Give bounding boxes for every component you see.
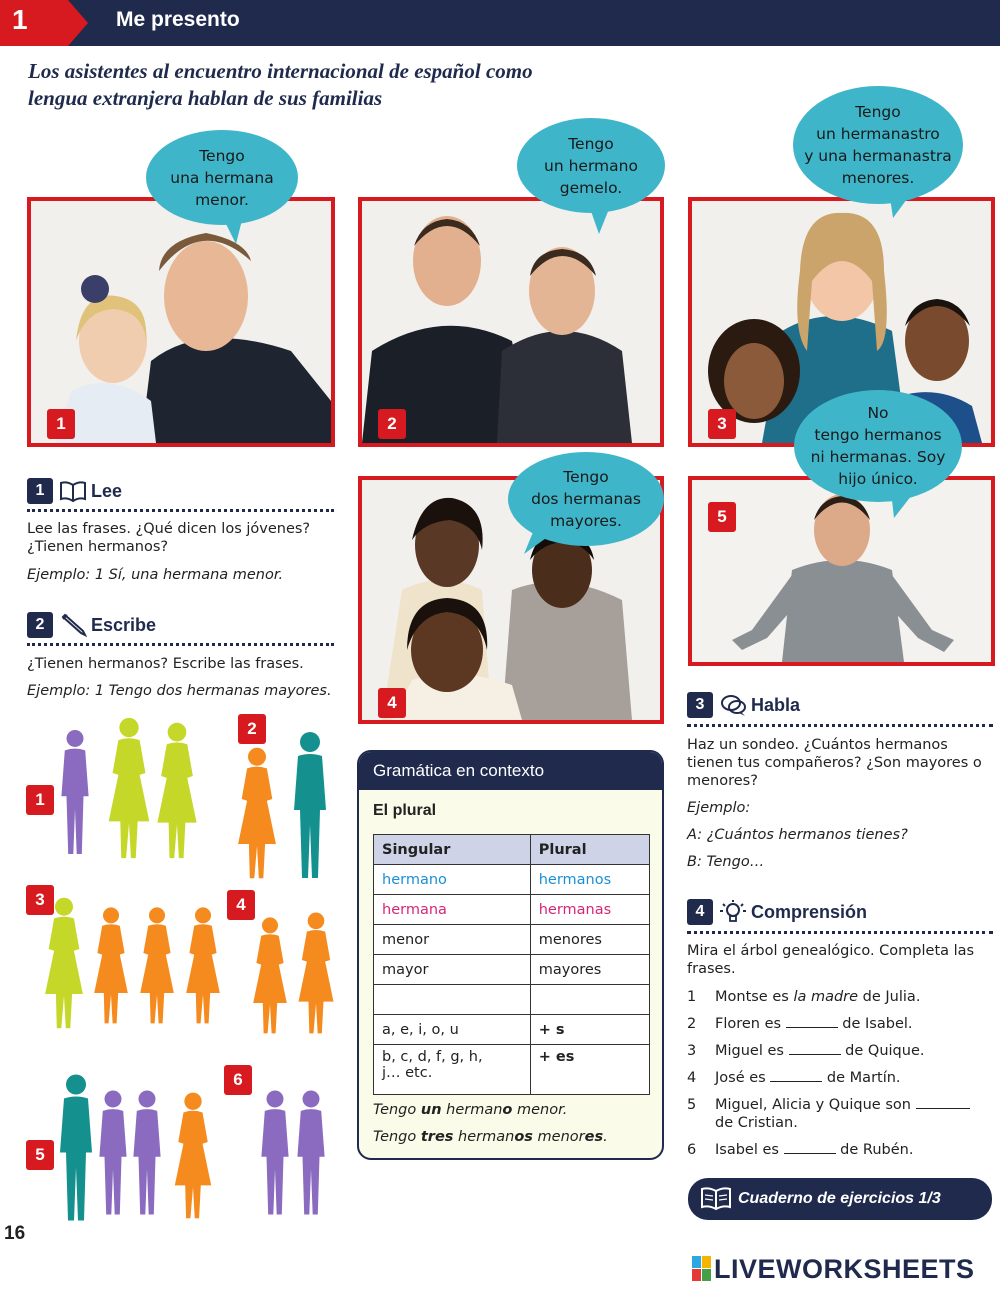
comprension-item-1	[687, 988, 920, 1006]
section-title: Lee	[91, 480, 123, 501]
table-row	[374, 1045, 650, 1095]
item-text: de Martín.	[822, 1070, 901, 1086]
section-habla-heading	[687, 692, 800, 718]
answer-blank[interactable]	[784, 1142, 836, 1154]
answer-blank[interactable]	[916, 1097, 970, 1109]
item-number: 3	[687, 1043, 697, 1059]
habla-instructions: Haz un sondeo. ¿Cuántos hermanos tienen tus compañeros? ¿Son mayores o menores?	[687, 737, 982, 789]
section-title: Habla	[751, 694, 801, 715]
bubble-3-text: Tengo un hermanastro y una hermanastra menores.	[804, 103, 952, 187]
silhouette-group-3-number: 3	[26, 885, 54, 915]
bubble-tail	[575, 194, 625, 234]
silhouette-group-5-number: 5	[26, 1140, 54, 1170]
liveworksheets-wordmark: LIVEWORKSHEETS	[714, 1253, 975, 1284]
lightbulb-icon	[719, 900, 747, 924]
photo-2-number: 2	[378, 409, 406, 439]
workbook-reference	[688, 1178, 992, 1220]
photo-1	[27, 197, 335, 447]
table-row	[374, 895, 650, 925]
intro-heading	[28, 58, 668, 112]
ex-bold: es	[584, 1129, 604, 1145]
bubble-4-text: Tengo dos hermanas mayores.	[531, 468, 641, 530]
table-cell: mayores	[530, 955, 649, 985]
escribe-instructions: ¿Tienen hermanos? Escribe las frases.	[27, 656, 304, 672]
bubble-1-text: Tengo una hermana menor.	[170, 146, 274, 209]
silhouette-figures	[20, 715, 350, 1235]
item-text: Montse es	[715, 989, 794, 1005]
table-cell: menores	[530, 925, 649, 955]
item-number: 6	[687, 1142, 697, 1158]
photo-1-number: 1	[47, 409, 75, 439]
habla-example-a: A: ¿Cuántos hermanos tienes?	[687, 827, 908, 843]
table-cell: + s	[530, 1015, 649, 1045]
grammar-box	[357, 750, 664, 1160]
ex-text: Tengo	[373, 1129, 421, 1145]
table-cell: hermanas	[530, 895, 649, 925]
table-cell: menor	[374, 925, 531, 955]
table-row	[374, 925, 650, 955]
section-title: Escribe	[91, 614, 157, 635]
table-header-row	[374, 835, 650, 865]
speech-bubble-4	[508, 452, 664, 546]
liveworksheets-logo-icon	[692, 1256, 712, 1282]
unit-number: 1	[12, 4, 28, 35]
lee-text-1: Lee las frases. ¿Qué dicen los jóvenes?	[27, 521, 311, 537]
table-cell: hermanos	[530, 865, 649, 895]
item-text: José es	[715, 1070, 771, 1086]
item-number: 5	[687, 1097, 697, 1113]
section-number: 1	[27, 478, 53, 504]
table-cell: mayor	[374, 955, 531, 985]
bubble-2-text: Tengo un hermano gemelo.	[544, 134, 638, 197]
bubble-tail	[883, 184, 923, 218]
silhouette-group-4-number: 4	[227, 890, 255, 920]
item-text: Miguel, Alicia y Quique son	[715, 1097, 916, 1113]
grammar-example-2	[373, 1129, 608, 1145]
table-cell: hermana	[374, 895, 531, 925]
page-number: 16	[4, 1223, 26, 1244]
speech-bubble-1	[146, 130, 298, 225]
section-escribe-heading	[27, 612, 156, 638]
ex-text: Tengo	[373, 1102, 421, 1118]
photo-1-image	[31, 201, 331, 443]
photo-5	[688, 476, 995, 666]
pencil-icon	[59, 613, 87, 637]
table-row	[374, 865, 650, 895]
section-number: 4	[687, 899, 713, 925]
item-number: 1	[687, 989, 697, 1005]
divider	[27, 509, 334, 512]
ex-text: menor.	[512, 1102, 568, 1118]
workbook-reference-text: Cuaderno de ejercicios 1/3	[738, 1190, 941, 1207]
item-number: 4	[687, 1070, 697, 1086]
section-title: Comprensión	[751, 901, 868, 922]
answer-blank[interactable]	[786, 1016, 838, 1028]
comprension-item-6	[687, 1141, 913, 1159]
item-number: 2	[687, 1016, 697, 1032]
habla-example-label: Ejemplo:	[687, 800, 751, 816]
table-cell: a, e, i, o, u	[374, 1015, 531, 1045]
section-lee-heading	[27, 478, 122, 504]
bubble-5-text: No tengo hermanos ni hermanas. Soy hijo único.	[810, 404, 946, 488]
book-icon	[700, 1187, 732, 1211]
photo-2	[358, 197, 664, 447]
lee-text-2: ¿Tienen hermanos?	[27, 539, 169, 555]
item-answer: la madre	[793, 989, 859, 1005]
item-text: Floren es	[715, 1016, 786, 1032]
grammar-subtitle: El plural	[373, 802, 437, 819]
column-header: Singular	[374, 835, 531, 865]
divider	[687, 931, 993, 934]
ex-text: herman	[453, 1129, 515, 1145]
escribe-example: Ejemplo: 1 Tengo dos hermanas mayores.	[27, 683, 332, 699]
grammar-title: Gramática en contexto	[359, 752, 662, 790]
table-cell	[374, 985, 531, 1015]
photo-4-number: 4	[378, 688, 406, 718]
speech-bubble-5	[794, 390, 962, 502]
divider	[687, 724, 993, 727]
silhouette-group-1-number: 1	[26, 785, 54, 815]
ex-text: .	[603, 1129, 608, 1145]
table-cell: b, c, d, f, g, h, j… etc.	[374, 1045, 531, 1095]
section-comprension-heading	[687, 899, 867, 925]
habla-example-b: B: Tengo…	[687, 854, 765, 870]
item-text: de Rubén.	[835, 1142, 914, 1158]
comprension-item-2	[687, 1015, 913, 1033]
lee-example: Ejemplo: 1 Sí, una hermana menor.	[27, 567, 284, 583]
photo-5-number: 5	[708, 502, 736, 532]
answer-blank[interactable]	[789, 1043, 841, 1055]
ex-bold: un	[420, 1102, 442, 1118]
plural-table	[373, 834, 650, 1095]
photo-2-image	[362, 201, 660, 443]
ex-bold: os	[514, 1129, 533, 1145]
table-row	[374, 1015, 650, 1045]
ex-text: menor	[532, 1129, 585, 1145]
intro-line-1: Los asistentes al encuentro internacional de español como	[28, 59, 533, 83]
comprension-instructions: Mira el árbol genealógico. Completa las frases.	[687, 943, 975, 977]
table-row	[374, 985, 650, 1015]
item-text: de Isabel.	[837, 1016, 913, 1032]
item-text: de Cristian.	[715, 1115, 798, 1131]
unit-header	[0, 0, 1000, 46]
column-header: Plural	[530, 835, 649, 865]
comprension-item-5	[687, 1096, 970, 1132]
photo-5-image	[692, 480, 991, 662]
unit-title: Me presento	[116, 8, 240, 31]
answer-blank[interactable]	[770, 1070, 822, 1082]
item-text: Miguel es	[715, 1043, 789, 1059]
lee-instructions	[27, 520, 337, 556]
comprension-item-4	[687, 1069, 901, 1087]
section-number: 3	[687, 692, 713, 718]
table-cell: hermano	[374, 865, 531, 895]
table-cell	[530, 985, 649, 1015]
grammar-example-1	[373, 1102, 567, 1118]
item-text: Isabel es	[715, 1142, 784, 1158]
speech-bubbles-icon	[719, 693, 747, 717]
table-cell: + es	[530, 1045, 649, 1095]
ex-bold: tres	[420, 1129, 454, 1145]
ex-text: herman	[441, 1102, 503, 1118]
comprension-item-3	[687, 1042, 924, 1060]
photo-3-number: 3	[708, 409, 736, 439]
open-book-icon	[59, 479, 87, 503]
table-row	[374, 955, 650, 985]
section-number: 2	[27, 612, 53, 638]
liveworksheets-watermark	[692, 1254, 975, 1284]
silhouette-group-2-number: 2	[238, 714, 266, 744]
speech-bubble-3	[793, 86, 963, 204]
silhouette-group-6-number: 6	[224, 1065, 252, 1095]
speech-bubble-2	[517, 118, 665, 213]
divider	[27, 643, 334, 646]
item-text: de Julia.	[858, 989, 921, 1005]
ex-bold: o	[502, 1102, 513, 1118]
item-text: de Quique.	[840, 1043, 925, 1059]
intro-line-2: lengua extranjera hablan de sus familias	[28, 86, 383, 110]
